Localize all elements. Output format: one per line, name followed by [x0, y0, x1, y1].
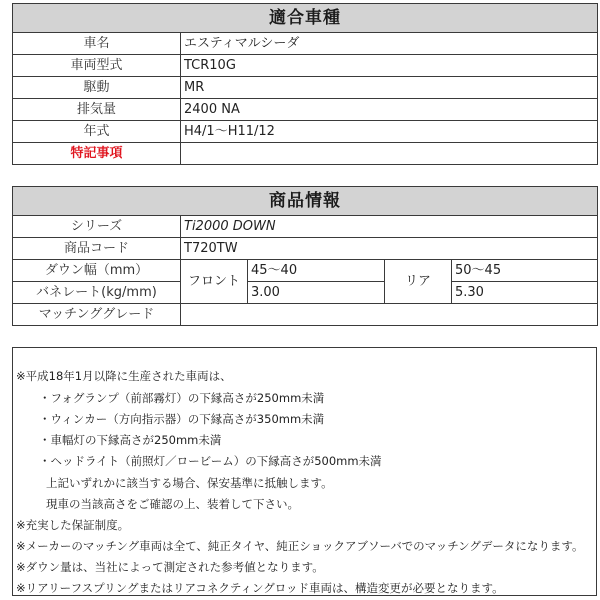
product-table-title: 商品情報	[13, 187, 598, 216]
table-row	[13, 55, 598, 77]
front-label: フロント	[181, 260, 248, 304]
car-name-value: エスティマルシーダ	[181, 33, 598, 55]
row-label: ダウン幅（mm）	[13, 260, 181, 282]
note-line: ※ダウン量は、当社によって測定された参考値となります。	[16, 560, 324, 574]
note-line: ※リアリーフスプリングまたはリアコネクティングロッド車両は、構造変更が必要となります。	[16, 581, 504, 595]
year-value: H4/1〜H11/12	[181, 121, 598, 143]
row-label: 年式	[13, 121, 181, 143]
front-down-value: 45〜40	[248, 260, 385, 282]
note-line: 上記いずれかに該当する場合、保安基準に抵触します。	[46, 476, 333, 490]
row-label: 駆動	[13, 77, 181, 99]
model-code-value: TCR10G	[181, 55, 598, 77]
table-row	[13, 304, 598, 326]
table-row	[13, 282, 598, 304]
note-line: ・ウィンカー（方向指示器）の下縁高さが350mm未満	[39, 412, 325, 426]
note-line: ※平成18年1月以降に生産された車両は、	[16, 369, 232, 383]
row-label: シリーズ	[13, 216, 181, 238]
series-value: Ti2000 DOWN	[181, 216, 598, 238]
table-row	[13, 216, 598, 238]
note-line: ※メーカーのマッチング車両は全て、純正タイヤ、純正ショックアブソーバでのマッチングデータになります。	[16, 539, 584, 553]
row-label: バネレート(kg/mm)	[13, 282, 181, 304]
note-line: ※充実した保証制度。	[16, 518, 130, 532]
row-label: 排気量	[13, 99, 181, 121]
special-notes-label: 特記事項	[13, 143, 181, 165]
table-row	[13, 33, 598, 55]
special-notes-value	[181, 143, 598, 165]
row-label: 車両型式	[13, 55, 181, 77]
matching-grade-value	[181, 304, 598, 326]
table-row	[13, 238, 598, 260]
product-code-value: T720TW	[181, 238, 598, 260]
table-row	[13, 260, 598, 282]
rear-label: リア	[385, 260, 452, 304]
row-label: 商品コード	[13, 238, 181, 260]
table-row	[13, 77, 598, 99]
note-line: ・フォグランプ（前部霧灯）の下縁高さが250mm未満	[39, 391, 325, 405]
table-row	[13, 143, 598, 165]
vehicle-fitment-table	[12, 3, 598, 165]
row-label: マッチンググレード	[13, 304, 181, 326]
note-line: ・車幅灯の下縁高さが250mm未満	[39, 433, 222, 447]
table-row	[13, 99, 598, 121]
note-line: 現車の当該高さをご確認の上、装着して下さい。	[46, 497, 299, 511]
notes-box	[12, 347, 597, 596]
front-rate-value: 3.00	[248, 282, 385, 304]
drive-value: MR	[181, 77, 598, 99]
table-row	[13, 121, 598, 143]
note-line: ・ヘッドライト（前照灯／ロービーム）の下縁高さが500mm未満	[39, 454, 382, 468]
rear-down-value: 50〜45	[452, 260, 598, 282]
vehicle-table-title: 適合車種	[13, 4, 598, 33]
product-info-table	[12, 186, 598, 326]
row-label: 車名	[13, 33, 181, 55]
rear-rate-value: 5.30	[452, 282, 598, 304]
displacement-value: 2400 NA	[181, 99, 598, 121]
